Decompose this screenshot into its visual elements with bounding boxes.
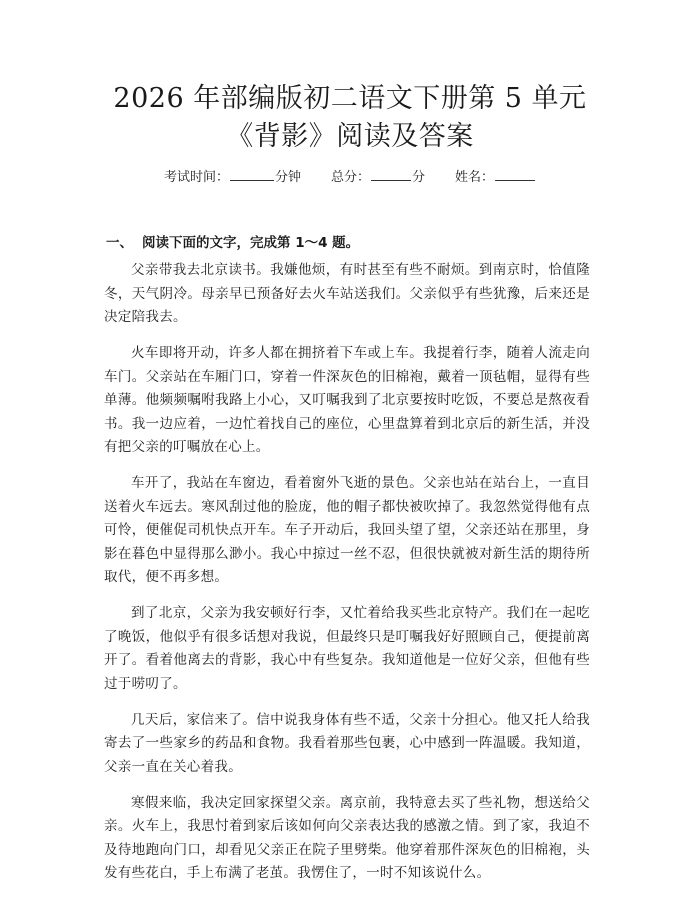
exam-info-line xyxy=(0,166,700,188)
name-label: 姓名： xyxy=(455,170,495,185)
passage-paragraph: 几天后，家信来了。信中说我身体有些不适，父亲十分担心。他又托人给我寄去了一些家乡的药品和食物。我看着那些包裹，心中感到一阵温暖。我知道，父亲一直在关心着我。 xyxy=(104,711,590,775)
document-title: 2026 年部编版初二语文下册第 5 单元《背影》阅读及答案 xyxy=(113,83,587,152)
score-unit: 分 xyxy=(412,170,426,185)
passage-paragraph: 父亲带我去北京读书。我嫌他烦，有时甚至有些不耐烦。到南京时，恰值隆冬，天气阴冷。母亲早已预备好去火车站送我们。父亲似乎有些犹豫，后来还是决定陪我去。 xyxy=(104,262,590,325)
score-blank[interactable] xyxy=(371,166,411,181)
section-number: 一、 xyxy=(106,235,133,251)
passage-paragraph: 到了北京，父亲为我安顿好行李，又忙着给我买些北京特产。我们在一起吃了晚饭，他似乎有很多话想对我说，但最终只是叮嘱我好好照顾自己，便提前离开了。看着他离去的背影，我心中有些复杂。我知道他是一位好父亲，但他有些过于唠叨了。 xyxy=(104,605,590,692)
reading-passage xyxy=(104,259,590,898)
time-blank[interactable] xyxy=(230,166,274,181)
section-heading xyxy=(106,233,359,253)
time-unit: 分钟 xyxy=(274,170,301,185)
section-instruction: 阅读下面的文字，完成第 1～4 题。 xyxy=(142,235,360,251)
passage-paragraph: 车开了，我站在车窗边，看着窗外飞逝的景色。父亲也站在站台上，一直目送着火车远去。寒风刮过他的脸庞，他的帽子都快被吹掉了。我忽然觉得他有点可怜，便催促司机快点开车。车子开动后，我回头望了望，父亲还站在那里，身影在暮色中显得那么渺小。我心中掠过一丝不忍，但很快就被对新生活的期待所取代，便不再多想。 xyxy=(104,475,590,585)
name-blank[interactable] xyxy=(495,166,535,181)
passage-paragraph: 寒假来临，我决定回家探望父亲。离京前，我特意去买了些礼物，想送给父亲。火车上，我思忖着到家后该如何向父亲表达我的感激之情。到了家，我迫不及待地跑向门口，却看见父亲正在院子里劈柴。他穿着那件深灰色的旧棉袍，头发有些花白，手上布满了老茧。我愣住了，一时不知该说什么。 xyxy=(104,794,590,881)
score-label: 总分： xyxy=(330,170,370,185)
time-label: 考试时间： xyxy=(163,170,229,185)
passage-paragraph: 火车即将开动，许多人都在拥挤着下车或上车。我提着行李，随着人流走向车门。父亲站在车厢门口，穿着一件深灰色的旧棉袍，戴着一顶毡帽，显得有些单薄。他频频嘱咐我路上小心，又叮嘱我到了北京要按时吃饭，不要总是熬夜看书。我一边应着，一边忙着找自己的座位，心里盘算着到北京后的新生活，并没有把父亲的叮嘱放在心上。 xyxy=(104,345,590,455)
